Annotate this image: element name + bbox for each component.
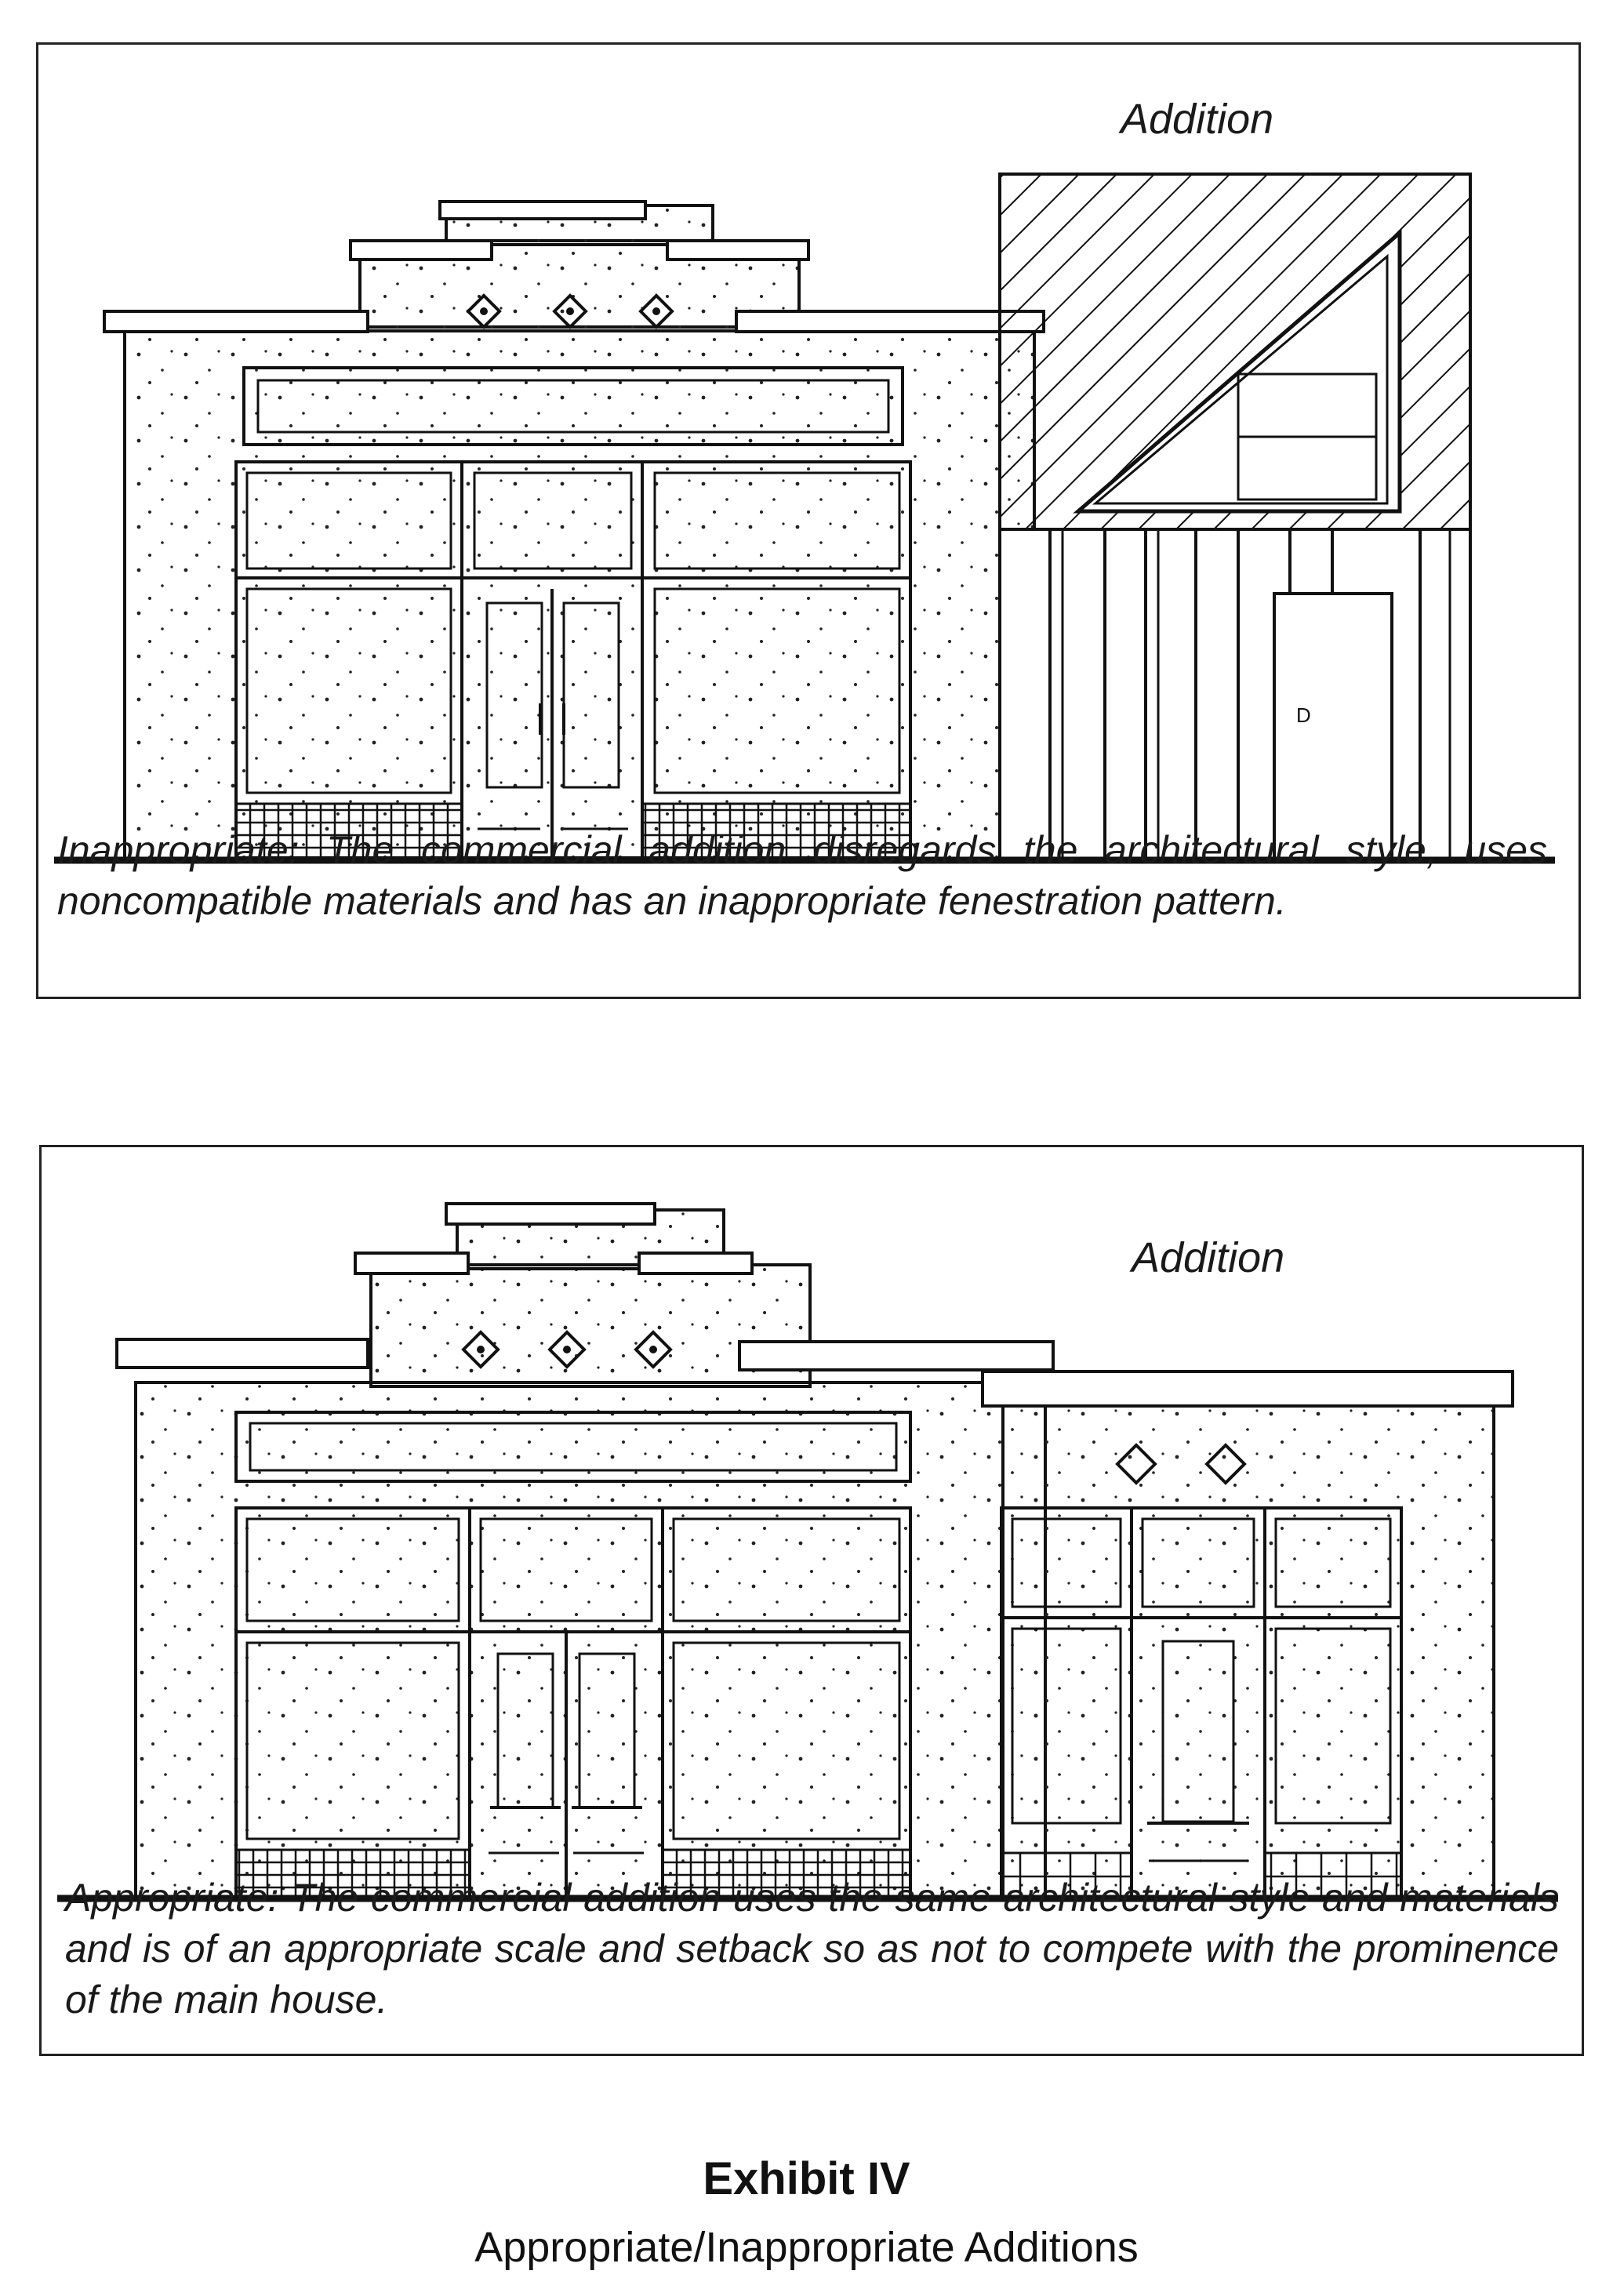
appropriate-addition-panel bbox=[39, 1145, 1584, 2056]
addition-label: Addition bbox=[1121, 96, 1274, 143]
main-building bbox=[117, 1204, 1053, 1900]
addition-label: Addition bbox=[1132, 1234, 1285, 1281]
appropriate-caption: Appropriate: The commercial addition uses the same architectural style and materials and is of an appropriate scale and setback so as not to compete with the prominence of the main house. bbox=[65, 1876, 1559, 2022]
exhibit-subtitle: Appropriate/Inappropriate Additions bbox=[474, 2224, 1139, 2271]
inappropriate-addition-panel bbox=[36, 42, 1581, 999]
door-letter: D bbox=[1296, 703, 1311, 727]
main-building bbox=[104, 202, 1044, 860]
inappropriate-caption: Inappropriate: The commercial addition disregards the architectural style, uses noncompatible materials and has an inappropriate fenestration pattern. bbox=[57, 828, 1547, 923]
incompatible-addition bbox=[1000, 174, 1470, 859]
exhibit-title: Exhibit IV bbox=[703, 2153, 910, 2204]
compatible-addition bbox=[983, 1371, 1513, 1900]
